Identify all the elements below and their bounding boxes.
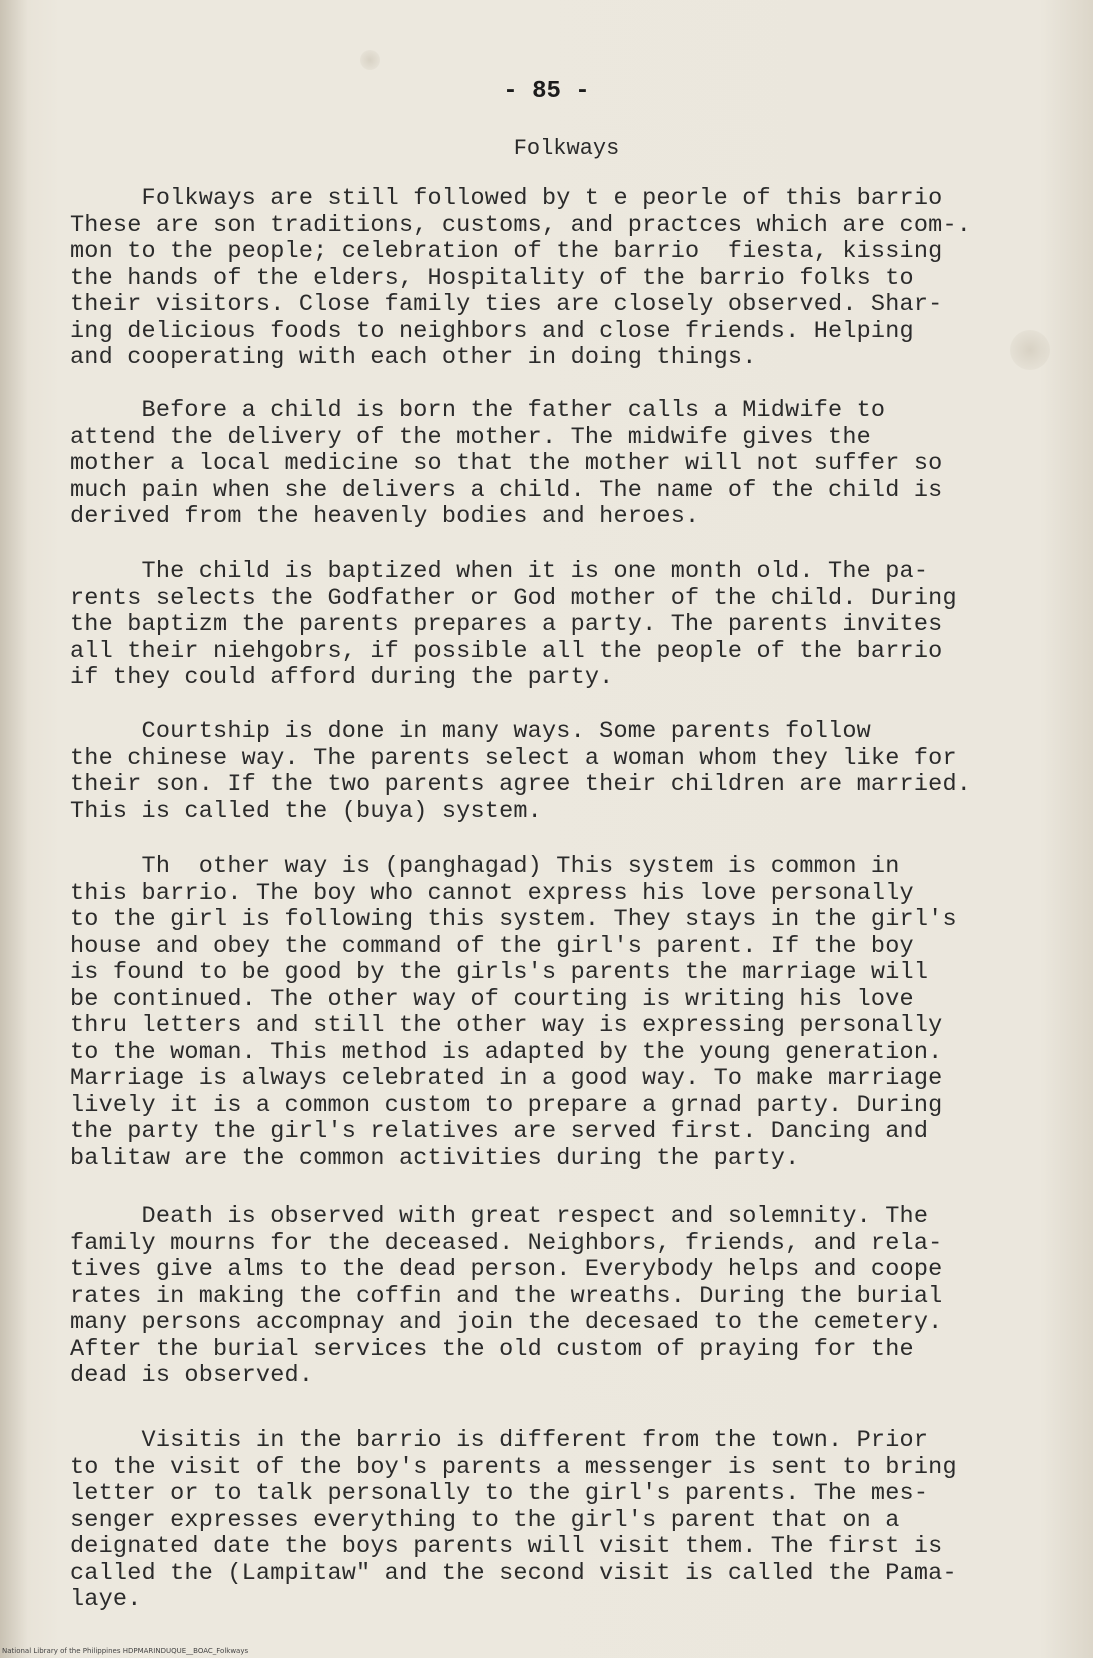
paragraph-death: Death is observed with great respect and solemnity. The family mourns for the deceased. Neighbors, friends, and rela- tives give alms to the dead person. Everybody helps and coope rates in making the coffin and the wreaths. During the burial many persons accompnay and join the decesaed to the cemetery. After the burial services the old custom of praying for the dead is observed. <box>70 1203 943 1389</box>
paragraph-visits: Visitis in the barrio is different from the town. Prior to the visit of the boy's parents a messenger is sent to bring letter or to talk personally to the girl's parents. The mes- senger expresses everything to the girl's parent that on a deignated date the boys parents will visit them. The first is called the (Lampitaw" and the second visit is called the Pama- laye. <box>70 1427 957 1613</box>
page-number: - 85 - <box>503 78 590 105</box>
paragraph-panghagad-marriage: Th other way is (panghagad) This system is common in this barrio. The boy who cannot express his love personally to the girl is following this system. They stays in the girl's house and obey the command of the girl's parent. If the boy is found to be good by the girls's parents the marriage will be continued. The other way of courting is writing his love thru letters and still the other way is expressing personally to the woman. This method is adapted by the young generation. Marriage is always celebrated in a good way. To make marriage lively it is a common custom to prepare a grnad party. During the party the girl's relatives are served first. Dancing and balitaw are the common activities during the party. <box>70 853 957 1172</box>
page-title: Folkways <box>513 136 620 161</box>
paragraph-folkways-intro: Folkways are still followed by t e peorle of this barrio These are son traditions, customs, and practces which are com-. mon to the people; celebration of the barrio fiesta, kissing the hands of the elders, Hospitality of the barrio folks to their visitors. Close family ties are closely observed. Shar- ing delicious foods to neighbors and close friends. Helping and cooperating with each other in doing things. <box>70 185 972 371</box>
paragraph-childbirth: Before a child is born the father calls a Midwife to attend the delivery of the mother. The midwife gives the mother a local medicine so that the mother will not suffer so much pain when she delivers a child. The name of the child is derived from the heavenly bodies and heroes. <box>70 397 943 530</box>
paragraph-courtship: Courtship is done in many ways. Some parents follow the chinese way. The parents select a woman whom they like for their son. If the two parents agree their children are married. This is called the (buya) system. <box>70 718 972 825</box>
paper-speck <box>360 50 380 70</box>
archive-footer: National Library of the Philippines HDPMARINDUQUE__BOAC_Folkways <box>2 1647 249 1655</box>
paragraph-baptism: The child is baptized when it is one month old. The pa- rents selects the Godfather or God mother of the child. During the baptizm the parents prepares a party. The parents invites all their niehgobrs, if possible all the people of the barrio if they could afford during the party. <box>70 558 957 691</box>
